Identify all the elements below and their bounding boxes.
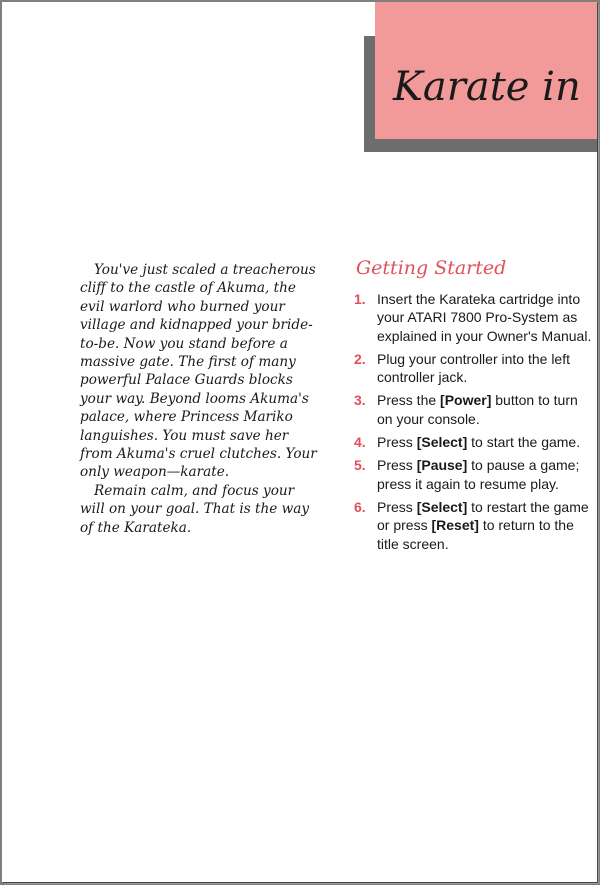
step-item — [354, 350, 594, 387]
step-number: 5. — [354, 457, 366, 474]
step-number: 2. — [354, 350, 366, 367]
title-banner — [375, 2, 597, 139]
step-item — [354, 290, 594, 345]
intro-story — [80, 261, 320, 537]
getting-started-steps — [354, 290, 594, 558]
step-text: Insert the Karateka cartridge into your ATARI 7800 Pro-System as explained in your Owner's Manual. — [377, 291, 592, 344]
intro-paragraph: You've just scaled a treacherous cliff to the castle of Akuma, the evil warlord who burned your village and kidnapped your bride-to-be. Now you stand before a massive gate. The first of many powerful Palace Guards blocks your way. Beyond looms Akuma's palace, where Princess Mariko languishes. You must save her from Akuma's cruel clutches. Your only weapon—karate. — [80, 262, 317, 481]
step-text: Press [Select] to start the game. — [377, 434, 581, 451]
step-text: Press [Pause] to pause a game; press it again to resume play. — [377, 457, 580, 492]
step-number: 1. — [354, 291, 366, 307]
step-text: Plug your controller into the left controller jack. — [377, 350, 570, 386]
intro-paragraph: Remain calm, and focus your will on your goal. That is the way of the Karateka. — [80, 482, 310, 536]
step-text: Press [Select] to restart the game or press [Reset] to return to the title screen. — [377, 498, 589, 552]
manual-page — [2, 2, 597, 882]
key-name: [Select] — [416, 434, 468, 451]
step-number: 3. — [354, 392, 366, 409]
step-item — [354, 456, 594, 493]
step-item — [354, 498, 594, 553]
key-name: [Pause] — [416, 457, 468, 474]
step-item — [354, 433, 594, 451]
page-title: Karate in — [393, 64, 581, 110]
step-text: Press the [Power] button to turn on your console. — [377, 392, 578, 427]
step-item — [354, 391, 594, 428]
getting-started-heading: Getting Started — [356, 257, 507, 279]
step-number: 4. — [354, 434, 366, 451]
key-name: [Power] — [440, 392, 492, 409]
key-name: [Select] — [416, 498, 468, 515]
step-number: 6. — [354, 498, 366, 515]
key-name: [Reset] — [431, 517, 479, 534]
